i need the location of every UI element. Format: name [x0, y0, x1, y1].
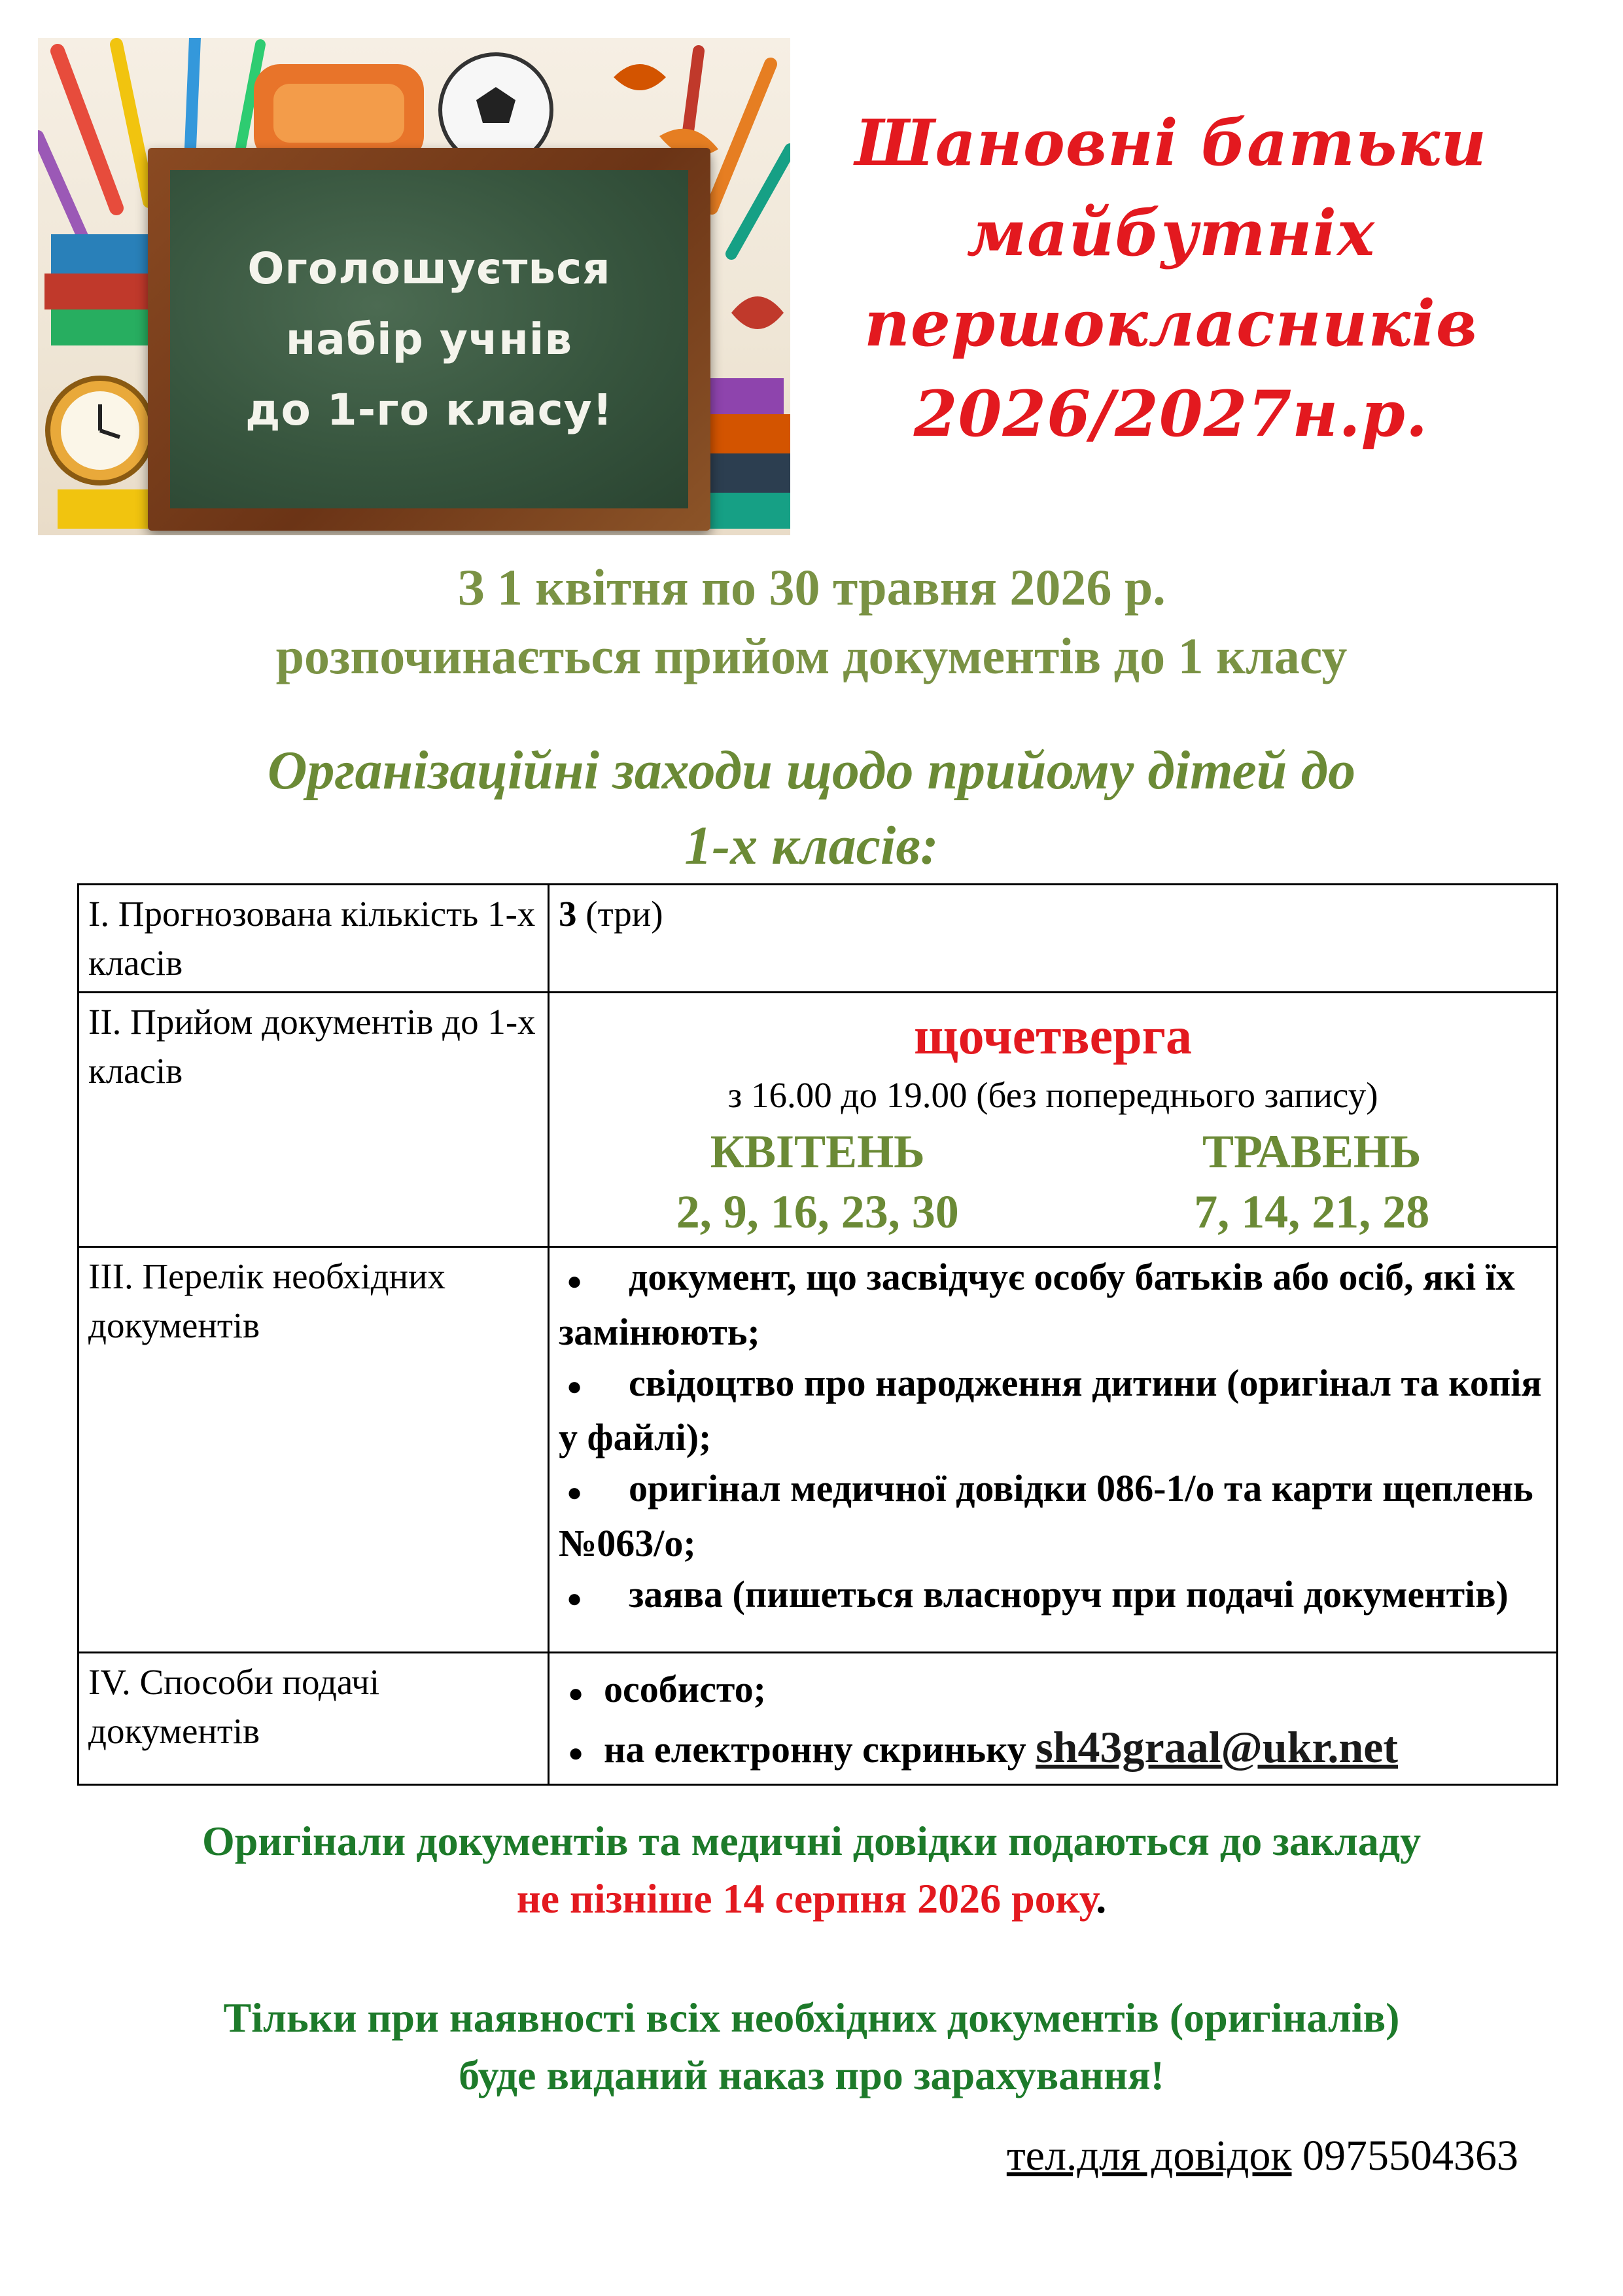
row-value — [549, 1653, 1558, 1785]
announcement-dates: З 1 квітня по 30 травня 2026 р. — [457, 559, 1166, 616]
reception-dates — [559, 1122, 1547, 1242]
measures-line: 1-х класів: — [684, 815, 939, 876]
month-name: ТРАВЕНЬ — [1202, 1125, 1422, 1178]
bullet-icon: ● — [567, 1265, 583, 1296]
bullet-icon: ● — [567, 1583, 583, 1613]
list-item — [559, 1663, 1547, 1720]
month-column — [676, 1122, 959, 1242]
deadline-note-line — [0, 1870, 1623, 1928]
list-item — [559, 1569, 1547, 1624]
bullet-icon: ● — [568, 1738, 584, 1768]
chalkboard-text: Оголошується набір учнів до 1-го класу! — [245, 243, 613, 435]
announcement-text: розпочинається прийом документів до 1 класу — [275, 627, 1348, 684]
list-item — [559, 1252, 1547, 1358]
list-item-text: свідоцтво про народження дитини (оригінал та копія у файлі); — [559, 1361, 1542, 1459]
list-item-text: документ, що засвідчує особу батьків або осіб, які їх замінюють; — [559, 1256, 1515, 1353]
greeting-line: майбутніх — [966, 196, 1376, 270]
reception-hours: з 16.00 до 19.00 (без попереднього запису) — [727, 1075, 1378, 1115]
deadline-date: не пізніше 14 серпня 2026 року — [516, 1875, 1096, 1922]
row-value — [549, 885, 1558, 993]
deadline-note — [0, 1812, 1623, 1928]
submission-ways-list — [559, 1657, 1547, 1780]
list-item — [559, 1720, 1547, 1780]
bullet-icon: ● — [568, 1678, 584, 1708]
class-count-words: (три) — [576, 894, 663, 934]
list-item-text: особисто; — [604, 1668, 766, 1710]
row-label: III. Перелік необхідних документів — [79, 1247, 549, 1653]
reception-day: щочетверга — [914, 1008, 1192, 1065]
announcement — [0, 553, 1623, 690]
enrollment-note-line: Тільки при наявності всіх необхідних документів (оригіналів) — [223, 1994, 1400, 2041]
deadline-period: . — [1096, 1875, 1107, 1922]
table-row — [79, 1653, 1558, 1785]
documents-list — [559, 1252, 1547, 1624]
deadline-note-line: Оригінали документів та медичні довідки подаються до закладу — [201, 1818, 1422, 1864]
admission-table — [77, 883, 1558, 1786]
measures-line: Організаційні заходи щодо прийому дітей до — [267, 740, 1356, 801]
list-item-text: оригінал медичної довідки 086-1/о та карти щеплень №063/о; — [559, 1467, 1533, 1565]
row-value — [549, 993, 1558, 1247]
class-count: 3 — [559, 894, 577, 934]
month-dates: 2, 9, 16, 23, 30 — [676, 1186, 959, 1238]
row-label: I. Прогнозована кількість 1-х класів — [79, 885, 549, 993]
row-value — [549, 1247, 1558, 1653]
list-item — [559, 1463, 1547, 1569]
measures-heading — [0, 733, 1623, 883]
table-row — [79, 885, 1558, 993]
greeting-line: Шановні батьки — [854, 106, 1488, 180]
phone-number[interactable]: 0975504363 — [1291, 2132, 1518, 2180]
contact-phone — [1007, 2130, 1518, 2182]
table-row — [79, 1247, 1558, 1653]
email-link[interactable]: sh43graal@ukr.net — [1036, 1722, 1399, 1772]
bullet-icon: ● — [567, 1371, 583, 1402]
greeting-line: 2026/2027н.р. — [913, 377, 1429, 451]
bullet-icon: ● — [567, 1477, 583, 1508]
list-item — [559, 1358, 1547, 1464]
month-name: КВІТЕНЬ — [710, 1125, 925, 1178]
list-item-text: заява (пишеться власноруч при подачі документів) — [629, 1573, 1509, 1616]
list-item-text: на електронну скриньку — [604, 1727, 1036, 1771]
row-label: II. Прийом документів до 1-х класів — [79, 993, 549, 1247]
banner-image — [38, 38, 790, 535]
row-label: IV. Способи подачі документів — [79, 1653, 549, 1785]
month-column — [1194, 1122, 1429, 1242]
month-dates: 7, 14, 21, 28 — [1194, 1186, 1430, 1238]
table-row — [79, 993, 1558, 1247]
phone-label: тел.для довідок — [1006, 2132, 1292, 2180]
enrollment-note-line: буде виданий наказ про зарахування! — [459, 2052, 1164, 2098]
chalkboard — [148, 148, 710, 531]
greeting-heading — [811, 98, 1531, 459]
greeting-line: першокласників — [864, 287, 1478, 361]
enrollment-note — [0, 1989, 1623, 2104]
